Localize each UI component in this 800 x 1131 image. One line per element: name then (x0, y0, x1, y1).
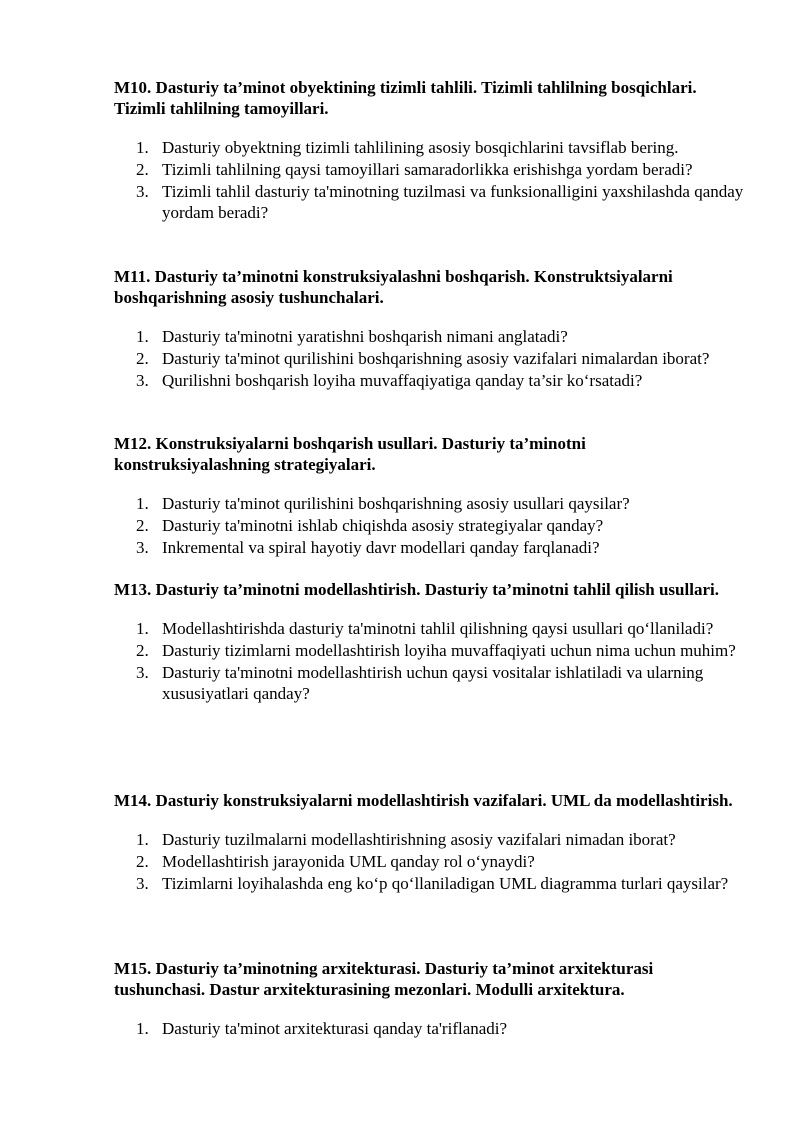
question-item (114, 537, 744, 558)
question-list (114, 326, 744, 391)
section-m12 (114, 433, 744, 559)
question-text: Dasturiy ta'minot qurilishini boshqarishning asosiy vazifalari nimalardan iborat? (162, 349, 710, 368)
question-text: Modellashtirishda dasturiy ta'minotni tahlil qilishning qaysi usullari qo‘llaniladi? (162, 619, 714, 638)
section-heading: M11. Dasturiy ta’minotni konstruksiyalashni boshqarish. Konstruktsiyalarni boshqarishning asosiy tushunchalari. (114, 267, 673, 307)
question-text: Inkremental va spiral hayotiy davr modellari qanday farqlanadi? (162, 538, 600, 557)
question-number: 1. (136, 830, 149, 849)
question-number: 2. (136, 852, 149, 871)
question-number: 3. (136, 371, 149, 390)
question-text: Dasturiy obyektning tizimli tahlilining asosiy bosqichlarini tavsiflab bering. (162, 138, 679, 157)
question-text: Dasturiy tizimlarni modellashtirish loyiha muvaffaqiyati uchun nima uchun muhim? (162, 641, 736, 660)
question-text: Qurilishni boshqarish loyiha muvaffaqiyatiga qanday ta’sir ko‘rsatadi? (162, 371, 643, 390)
section-m14 (114, 790, 744, 895)
question-number: 3. (136, 538, 149, 557)
section-m13 (114, 579, 744, 705)
question-text: Tizimli tahlil dasturiy ta'minotning tuzilmasi va funksionalligini yaxshilashda qanday yordam beradi? (162, 182, 744, 222)
question-item (114, 618, 744, 639)
question-item (114, 1018, 744, 1039)
question-number: 3. (136, 663, 149, 682)
question-number: 3. (136, 182, 149, 201)
section-m11 (114, 266, 744, 392)
question-item (114, 493, 744, 514)
question-text: Dasturiy ta'minotni modellashtirish uchun qaysi vositalar ishlatiladi va ularning xususiyatlari qanday? (162, 663, 704, 703)
section-heading: M14. Dasturiy konstruksiyalarni modellashtirish vazifalari. UML da modellashtirish. (114, 791, 733, 810)
question-item (114, 640, 744, 661)
question-number: 2. (136, 160, 149, 179)
question-list (114, 1018, 744, 1039)
section-heading: M12. Konstruksiyalarni boshqarish usullari. Dasturiy ta’minotni konstruksiyalashning strategiyalari. (114, 434, 586, 474)
question-text: Tizimlarni loyihalashda eng ko‘p qo‘llaniladigan UML diagramma turlari qaysilar? (162, 874, 729, 893)
question-item (114, 370, 744, 391)
question-number: 1. (136, 1019, 149, 1038)
question-item (114, 662, 744, 704)
question-number: 2. (136, 516, 149, 535)
section-heading: M13. Dasturiy ta’minotni modellashtirish. Dasturiy ta’minotni tahlil qilish usullari. (114, 580, 719, 599)
question-number: 3. (136, 874, 149, 893)
question-item (114, 851, 744, 872)
question-list (114, 137, 744, 223)
question-number: 1. (136, 494, 149, 513)
question-text: Dasturiy ta'minotni ishlab chiqishda asosiy strategiyalar qanday? (162, 516, 604, 535)
question-item (114, 515, 744, 536)
question-text: Dasturiy ta'minot qurilishini boshqarishning asosiy usullari qaysilar? (162, 494, 630, 513)
question-item (114, 348, 744, 369)
question-item (114, 829, 744, 850)
question-number: 2. (136, 349, 149, 368)
question-text: Dasturiy tuzilmalarni modellashtirishning asosiy vazifalari nimadan iborat? (162, 830, 676, 849)
section-heading: M10. Dasturiy ta’minot obyektining tizimli tahlili. Tizimli tahlilning bosqichlari. Tizimli tahlilning tamoyillari. (114, 78, 697, 118)
question-number: 2. (136, 641, 149, 660)
section-m15 (114, 958, 744, 1040)
question-number: 1. (136, 619, 149, 638)
question-number: 1. (136, 327, 149, 346)
question-list (114, 618, 744, 704)
question-number: 1. (136, 138, 149, 157)
question-item (114, 159, 744, 180)
question-item (114, 326, 744, 347)
question-item (114, 137, 744, 158)
question-list (114, 829, 744, 894)
section-heading: M15. Dasturiy ta’minotning arxitekturasi. Dasturiy ta’minot arxitekturasi tushunchasi. Dastur arxitekturasining mezonlari. Modulli arxitektura. (114, 959, 654, 999)
question-item (114, 181, 744, 223)
question-list (114, 493, 744, 558)
question-text: Tizimli tahlilning qaysi tamoyillari samaradorlikka erishishga yordam beradi? (162, 160, 693, 179)
section-m10 (114, 77, 744, 224)
question-text: Dasturiy ta'minot arxitekturasi qanday ta'riflanadi? (162, 1019, 508, 1038)
question-text: Modellashtirish jarayonida UML qanday rol o‘ynaydi? (162, 852, 535, 871)
question-text: Dasturiy ta'minotni yaratishni boshqarish nimani anglatadi? (162, 327, 568, 346)
question-item (114, 873, 744, 894)
